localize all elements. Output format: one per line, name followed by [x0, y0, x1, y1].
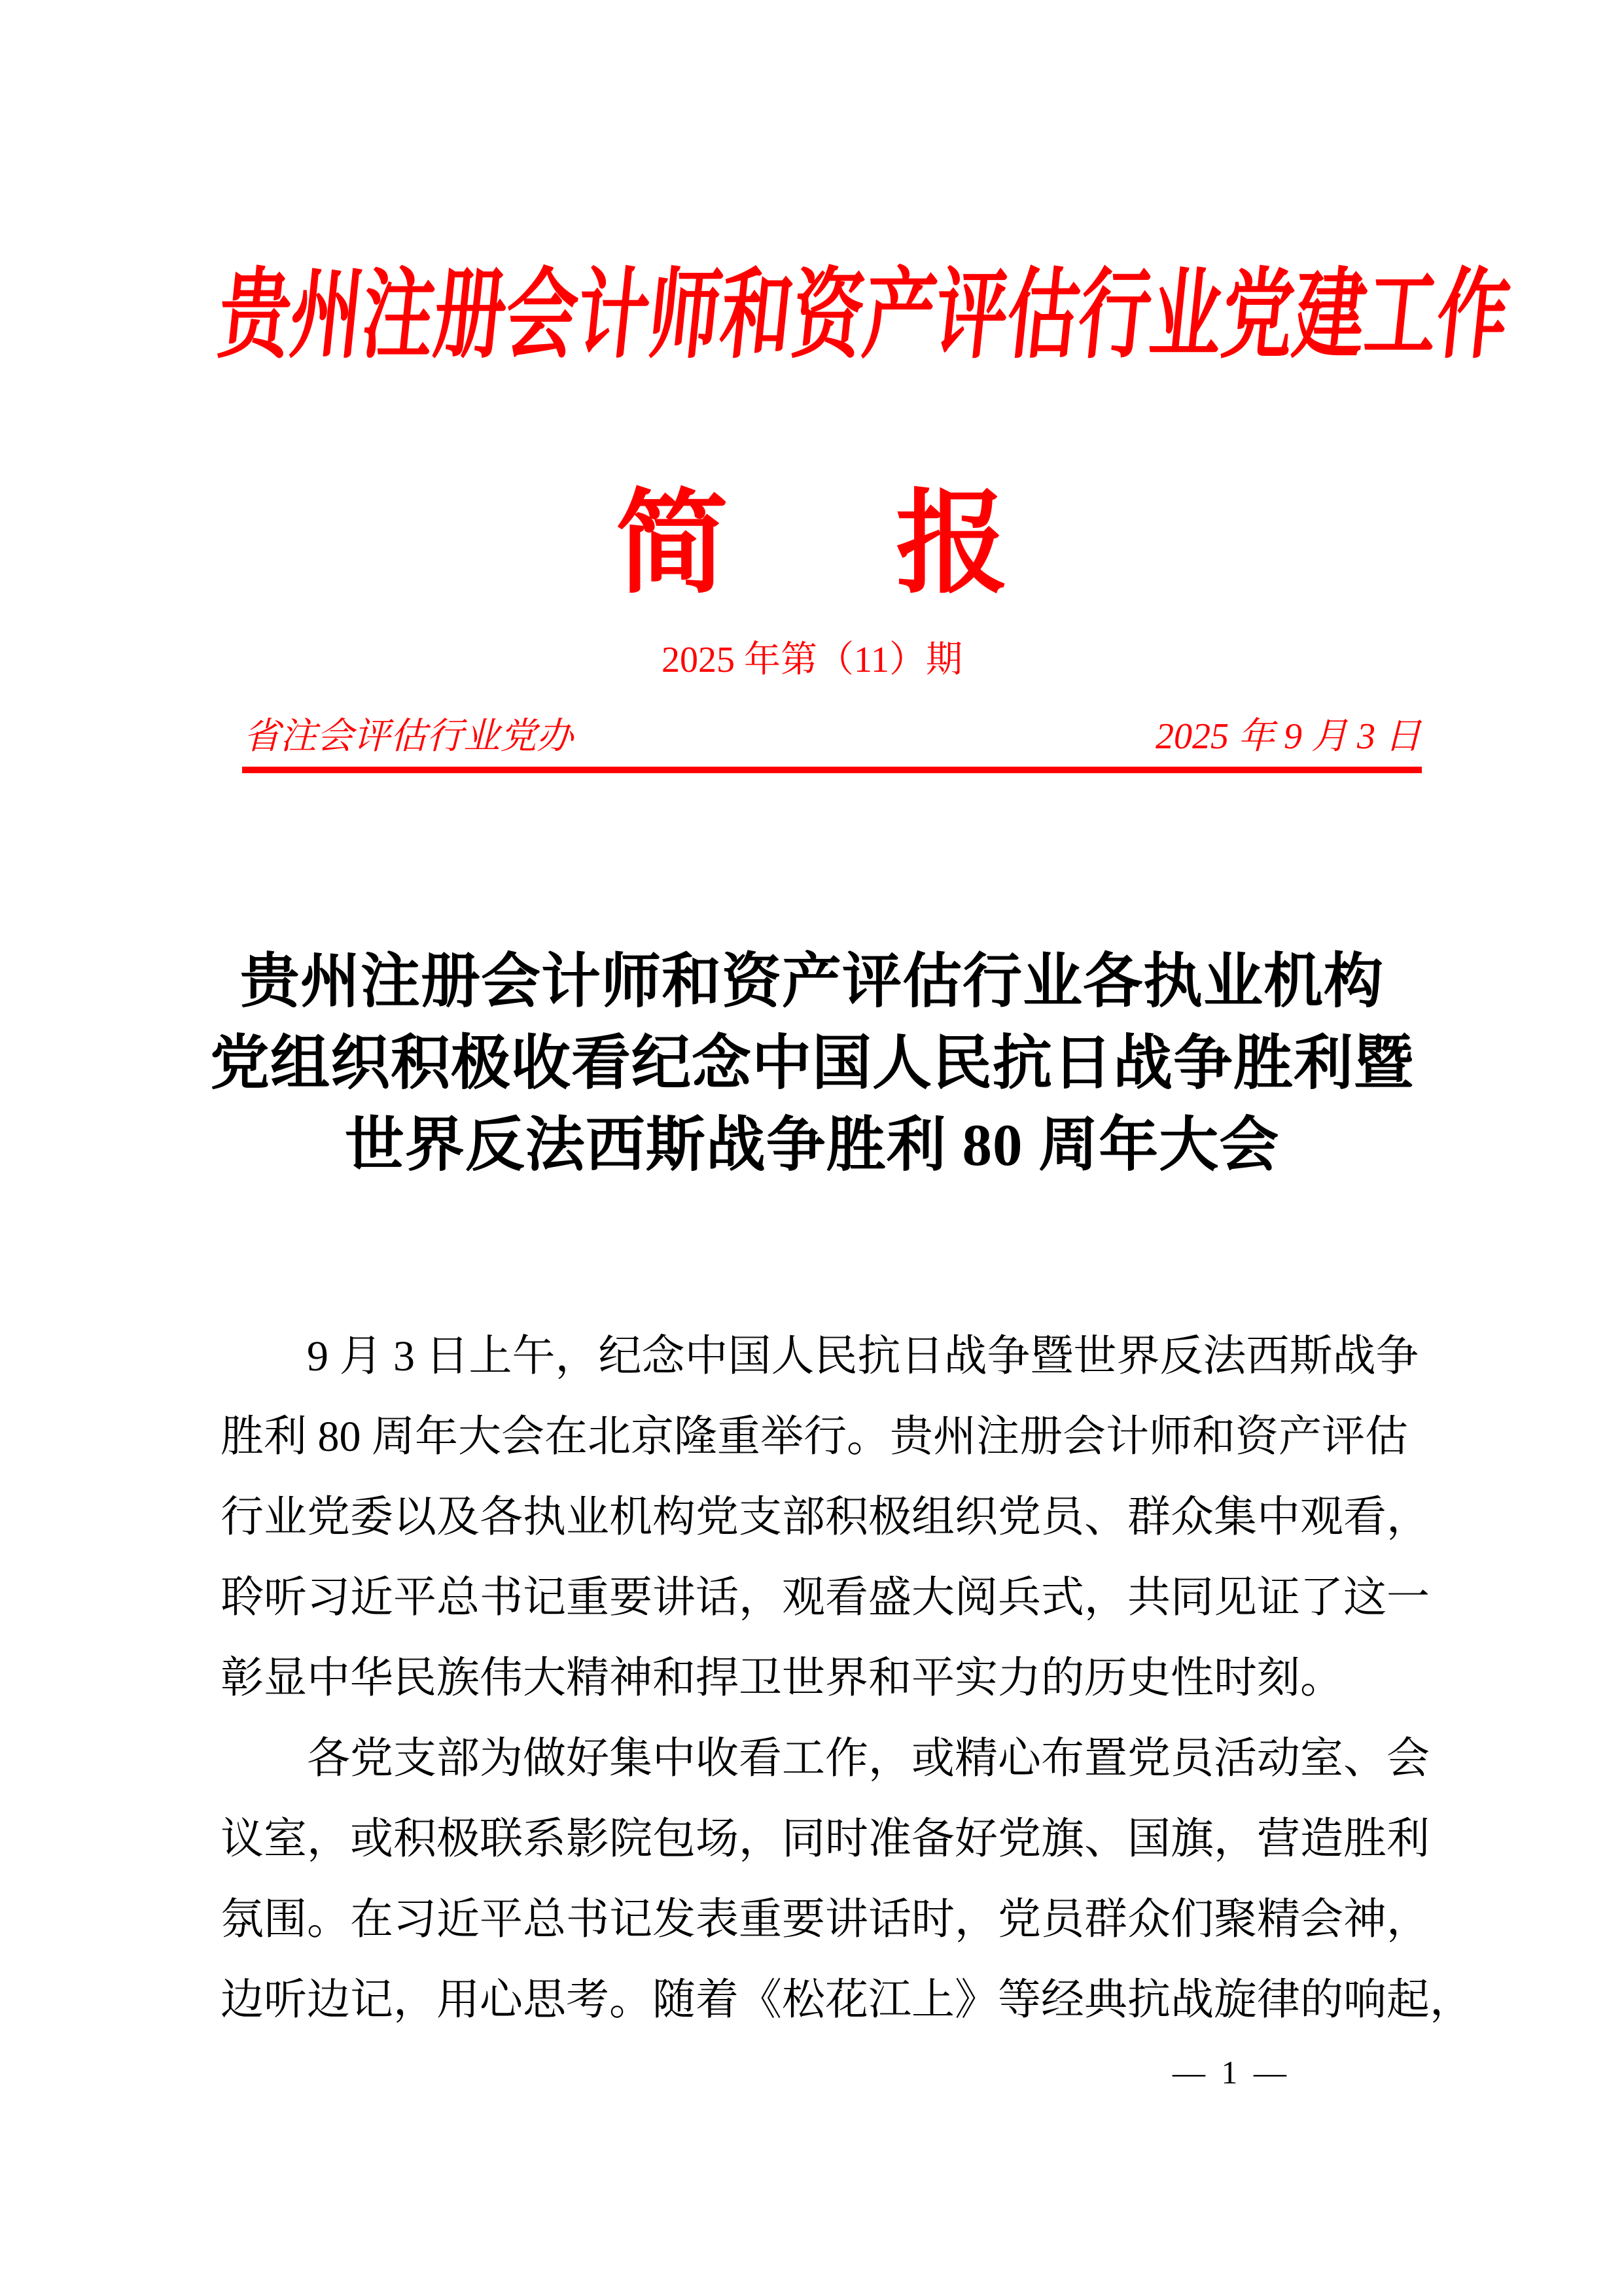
body-line: 各党支部为做好集中收看工作，或精心布置党员活动室、会	[307, 1735, 1430, 1783]
body-line: 氛围。在习近平总书记发表重要讲话时，党员群众们聚精会神，	[221, 1896, 1430, 1943]
red-divider-line	[242, 767, 1422, 773]
article-title-line-1: 贵州注册会计师和资产评估行业各执业机构	[239, 948, 1384, 1015]
bulletin-char-bao: 报	[896, 483, 1008, 607]
masthead-title: 贵州注册会计师和资产评估行业党建工作	[213, 262, 1515, 370]
issue-date: 2025 年 9 月 3 日	[1156, 716, 1421, 757]
issue-number-line: 2025 年第（11）期	[662, 640, 962, 680]
body-line: 聆听习近平总书记重要讲话，观看盛大阅兵式，共同见证了这一	[221, 1574, 1430, 1622]
article-title-line-2: 党组织积极收看纪念中国人民抗日战争胜利暨	[209, 1030, 1414, 1096]
body-line: 胜利 80 周年大会在北京隆重举行。贵州注册会计师和资产评估	[221, 1413, 1408, 1461]
bulletin-title	[0, 483, 1624, 607]
body-line: 议室，或积极联系影院包场，同时准备好党旗、国旗，营造胜利	[221, 1815, 1430, 1863]
body-line: 9 月 3 日上午，纪念中国人民抗日战争暨世界反法西斯战争	[307, 1332, 1419, 1380]
issuer-name: 省注会评估行业党办	[243, 716, 573, 757]
body-line: 彰显中华民族伟大精神和捍卫世界和平实力的历史性时刻。	[221, 1654, 1343, 1702]
issuer-date-row	[243, 716, 1421, 757]
page-number: — 1 —	[1173, 2054, 1290, 2091]
article-body	[221, 1316, 1473, 2040]
article-title-line-3: 世界反法西斯战争胜利 80 周年大会	[344, 1112, 1280, 1178]
body-line: 边听边记，用心思考。随着《松花江上》等经典抗战旋律的响起，	[221, 1976, 1473, 2024]
body-line: 行业党委以及各执业机构党支部积极组织党员、群众集中观看，	[221, 1493, 1430, 1541]
bulletin-char-jian: 简	[616, 483, 728, 607]
article-title	[0, 941, 1624, 1186]
